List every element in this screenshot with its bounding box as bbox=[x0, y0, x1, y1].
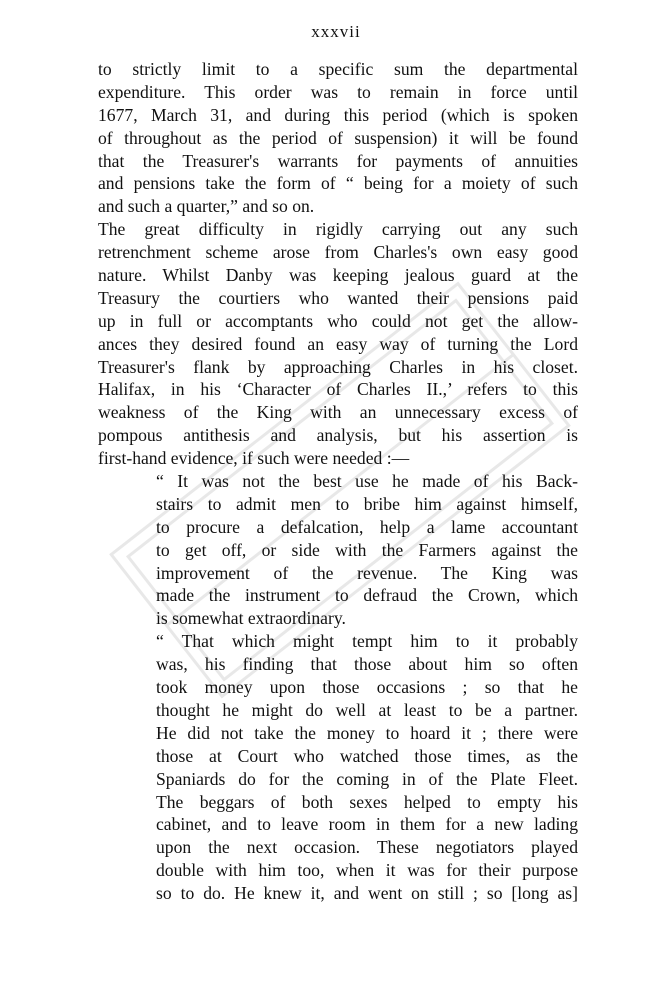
text-line: weakness of the King with an unnecessary excess of bbox=[98, 402, 578, 423]
text-line: stairs to admit men to bribe him against himself, bbox=[156, 493, 578, 514]
text-line: and pensions take the form of “ being for a moiety of such bbox=[98, 173, 578, 194]
text-line: He did not take the money to hoard it ; there were bbox=[156, 722, 578, 743]
text-line: to get off, or side with the Farmers against the bbox=[156, 539, 578, 560]
text-line: double with him too, when it was for their purpose bbox=[156, 860, 578, 881]
text-line: made the instrument to defraud the Crown, which bbox=[156, 585, 578, 606]
paragraph-2 bbox=[98, 218, 578, 470]
text-line: expenditure. This order was to remain in force until bbox=[98, 81, 578, 102]
text-line: Treasurer's flank by approaching Charles in his closet. bbox=[98, 356, 578, 377]
text-line: so to do. He knew it, and went on still ; so [long as] bbox=[156, 883, 578, 904]
text-line: took money upon those occasions ; so that he bbox=[156, 677, 578, 698]
text-line: Spaniards do for the coming in of the Plate Fleet. bbox=[156, 768, 578, 789]
main-text bbox=[98, 58, 578, 905]
text-line: Treasury the courtiers who wanted their pensions paid bbox=[98, 287, 578, 308]
text-line: The beggars of both sexes helped to empty his bbox=[156, 791, 578, 812]
text-line: cabinet, and to leave room in them for a new lading bbox=[156, 814, 578, 835]
text-line: retrenchment scheme arose from Charles's own easy good bbox=[98, 242, 578, 263]
page-number: xxxvii bbox=[311, 22, 361, 41]
text-line: “ That which might tempt him to it probably bbox=[156, 631, 578, 652]
text-line: pompous antithesis and analysis, but his assertion is bbox=[98, 425, 578, 446]
text-line: to strictly limit to a specific sum the departmental bbox=[98, 59, 578, 79]
text-line: The great difficulty in rigidly carrying out any such bbox=[98, 219, 578, 240]
text-line: ances they desired found an easy way of turning the Lord bbox=[98, 333, 578, 354]
text-line: nature. Whilst Danby was keeping jealous guard at the bbox=[98, 265, 578, 286]
block-quote-2 bbox=[156, 630, 578, 905]
text-line: 1677, March 31, and during this period (which is spoken bbox=[98, 104, 578, 125]
text-line: those at Court who watched those times, as the bbox=[156, 745, 578, 766]
text-line: of throughout as the period of suspension) it will be found bbox=[98, 127, 578, 148]
text-line: first-hand evidence, if such were needed :— bbox=[98, 448, 410, 469]
text-line: thought he might do well at least to be a partner. bbox=[156, 699, 578, 720]
text-line: “ It was not the best use he made of his Back- bbox=[156, 471, 578, 492]
text-line: is somewhat extraordinary. bbox=[156, 608, 346, 629]
text-line: to procure a defalcation, help a lame accountant bbox=[156, 516, 578, 537]
text-line: Halifax, in his ‘Character of Charles II.,’ refers to this bbox=[98, 379, 578, 400]
text-line: up in full or accomptants who could not get the allow- bbox=[98, 310, 578, 331]
text-line: improvement of the revenue. The King was bbox=[156, 562, 578, 583]
text-line: was, his finding that those about him so often bbox=[156, 654, 578, 675]
block-quote-1 bbox=[156, 470, 578, 630]
text-line: that the Treasurer's warrants for payments of annuities bbox=[98, 150, 578, 171]
text-line: upon the next occasion. These negotiators played bbox=[156, 837, 578, 858]
paragraph-1 bbox=[98, 58, 578, 218]
text-line: and such a quarter,” and so on. bbox=[98, 196, 315, 217]
